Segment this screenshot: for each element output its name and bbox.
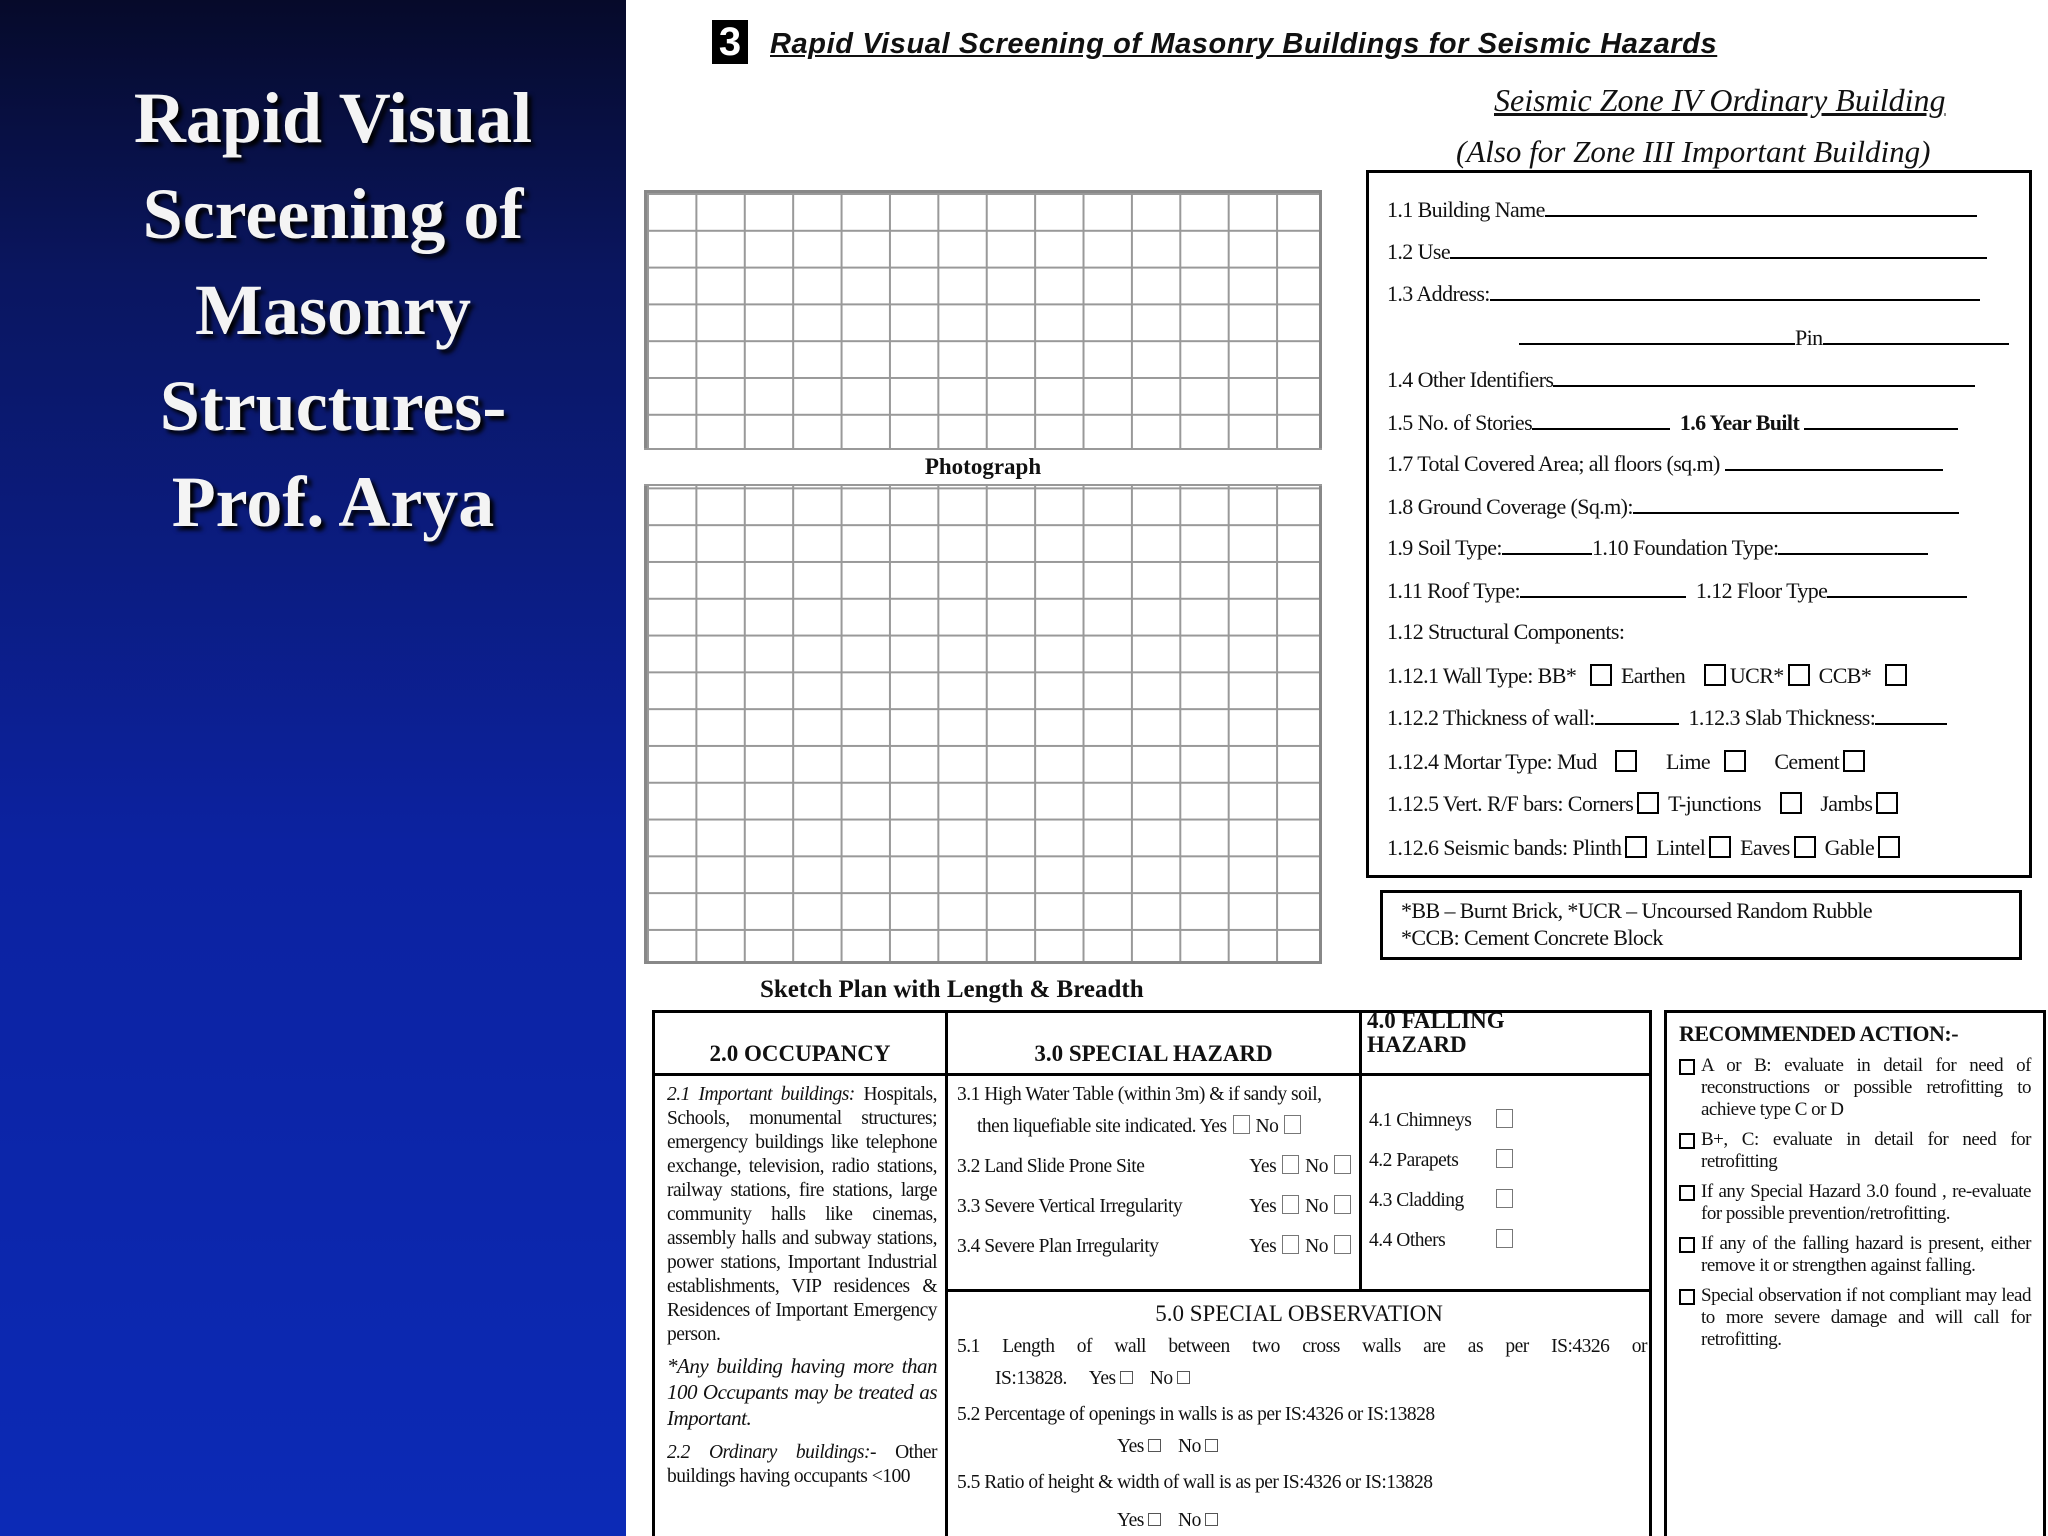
yes-checkbox[interactable] <box>1120 1371 1133 1384</box>
checkbox[interactable] <box>1679 1059 1695 1075</box>
seismic-zone-heading: Seismic Zone IV Ordinary Building <box>1494 82 1946 118</box>
yes-label: Yes <box>1088 1368 1116 1389</box>
header-divider <box>655 1073 1650 1076</box>
yes-label: Yes <box>1249 1196 1277 1217</box>
falling-item-text: 4.4 Others <box>1369 1230 1446 1251</box>
checkbox[interactable] <box>1637 792 1659 814</box>
checkbox[interactable] <box>1679 1133 1695 1149</box>
yes-label: Yes <box>1249 1236 1277 1257</box>
thickness-row[interactable] <box>1387 705 1947 731</box>
observation-text: IS:13828. <box>995 1368 1067 1389</box>
special-hazard-header: 3.0 SPECIAL HAZARD <box>1034 1041 1273 1066</box>
no-checkbox[interactable] <box>1205 1513 1218 1526</box>
field-label: Pin <box>1795 325 1823 350</box>
field-label: 1.12.6 Seismic bands: Plinth <box>1387 835 1622 860</box>
column-divider <box>945 1013 948 1536</box>
falling-item <box>1369 1229 1519 1253</box>
roof-floor-field[interactable] <box>1387 578 1967 604</box>
falling-hazard-list <box>1369 1109 1519 1253</box>
field-label: 1.5 No. of Stories <box>1387 410 1533 435</box>
important-title: 2.1 Important buildings: <box>667 1084 855 1105</box>
option-label: UCR* <box>1729 663 1784 688</box>
yes-checkbox[interactable] <box>1282 1155 1299 1174</box>
checkbox[interactable] <box>1496 1189 1513 1208</box>
screening-form <box>626 0 2048 1536</box>
no-label: No <box>1305 1156 1328 1177</box>
falling-item-text: 4.2 Parapets <box>1369 1150 1459 1171</box>
checkbox[interactable] <box>1625 836 1647 858</box>
no-label: No <box>1178 1510 1201 1531</box>
yes-label: Yes <box>1117 1510 1144 1531</box>
checkbox[interactable] <box>1709 836 1731 858</box>
recommended-text: A or B: evaluate in detail for need of reconstructions or possible retrofitting to achieve type C or D <box>1701 1055 2031 1120</box>
no-checkbox[interactable] <box>1334 1195 1351 1214</box>
no-checkbox[interactable] <box>1334 1155 1351 1174</box>
field-label: 1.8 Ground Coverage (Sq.m): <box>1387 494 1633 519</box>
falling-item <box>1369 1109 1519 1133</box>
field-label: 1.12.5 Vert. R/F bars: Corners <box>1387 791 1634 816</box>
zone-note: (Also for Zone III Important Building) <box>1456 134 1931 169</box>
hazard-item <box>957 1155 1357 1179</box>
yes-checkbox[interactable] <box>1233 1115 1250 1134</box>
use-field[interactable] <box>1387 239 1987 265</box>
hazard-item-text: 3.2 Land Slide Prone Site <box>957 1156 1145 1177</box>
soil-foundation-field[interactable] <box>1387 535 1928 561</box>
ordinary-buildings <box>667 1441 937 1489</box>
checkbox[interactable] <box>1679 1185 1695 1201</box>
field-label: 1.10 Foundation Type: <box>1591 535 1779 560</box>
no-label: No <box>1255 1116 1279 1137</box>
option-label: Lime <box>1665 749 1710 774</box>
option-label: Gable <box>1824 835 1875 860</box>
observation-item <box>957 1509 1647 1533</box>
observation-item <box>957 1367 1647 1391</box>
option-label: Eaves <box>1740 835 1790 860</box>
option-label: Lintel <box>1656 835 1706 860</box>
hazard-table <box>652 1010 1652 1536</box>
structural-components-label: 1.12 Structural Components: <box>1387 619 1625 644</box>
form-number-badge: 3 <box>712 20 748 64</box>
checkbox[interactable] <box>1590 664 1612 686</box>
observation-item: 5.1 Length of wall between two cross walls are as per IS:4326 or <box>957 1336 1647 1357</box>
important-buildings <box>667 1083 937 1347</box>
yes-checkbox[interactable] <box>1282 1235 1299 1254</box>
checkbox[interactable] <box>1496 1149 1513 1168</box>
yes-checkbox[interactable] <box>1148 1513 1161 1526</box>
checkbox[interactable] <box>1788 664 1810 686</box>
no-checkbox[interactable] <box>1334 1235 1351 1254</box>
yes-label: Yes <box>1199 1116 1227 1137</box>
recommended-item <box>1679 1233 2031 1277</box>
field-label: 1.12.4 Mortar Type: Mud <box>1387 749 1597 774</box>
photo-sketch-grid[interactable] <box>644 190 1322 964</box>
checkbox[interactable] <box>1496 1229 1513 1248</box>
slide-title-line: Screening of <box>142 174 524 254</box>
falling-hazard-header: 4.0 FALLING HAZARD <box>1367 1008 1505 1057</box>
recommended-item <box>1679 1055 2031 1121</box>
special-observation-list <box>957 1335 1647 1533</box>
sketch-plan-label: Sketch Plan with Length & Breadth <box>760 976 1144 1003</box>
option-label: Earthen <box>1620 663 1686 688</box>
ordinary-text: Other buildings having occupants <100 <box>667 1442 937 1487</box>
field-label: 1.2 Use <box>1387 239 1451 264</box>
pin-field[interactable] <box>1519 325 2009 351</box>
field-label: 1.11 Roof Type: <box>1387 578 1521 603</box>
form-title: Rapid Visual Screening of Masonry Buildings for Seismic Hazards <box>770 28 1718 60</box>
hazard-item <box>957 1195 1357 1219</box>
special-observation-header: 5.0 SPECIAL OBSERVATION <box>1155 1301 1443 1326</box>
wall-type-row <box>1387 663 1911 689</box>
occupancy-text <box>667 1083 937 1489</box>
field-label: 1.7 Total Covered Area; all floors (sq.m) <box>1387 451 1720 476</box>
seismic-bands-row <box>1387 835 1904 861</box>
option-label: T-junctions <box>1668 791 1761 816</box>
checkbox[interactable] <box>1780 792 1802 814</box>
mortar-type-row <box>1387 749 1869 775</box>
no-checkbox[interactable] <box>1177 1371 1190 1384</box>
occupants-note: *Any building having more than 100 Occupants may be treated as Important. <box>667 1354 937 1430</box>
field-label: 1.3 Address: <box>1387 281 1490 306</box>
field-label: 1.12.1 Wall Type: BB* <box>1387 663 1577 688</box>
address-field[interactable] <box>1387 281 1980 307</box>
checkbox[interactable] <box>1724 750 1746 772</box>
no-checkbox[interactable] <box>1284 1115 1301 1134</box>
slide-title-line: Rapid Visual <box>133 78 533 158</box>
recommended-text: Special observation if not compliant may lead to more severe damage and will call for retrofitting. <box>1701 1285 2031 1350</box>
yes-checkbox[interactable] <box>1148 1439 1161 1452</box>
field-label: 1.1 Building Name <box>1387 197 1545 222</box>
recommended-text: If any of the falling hazard is present, either remove it or strengthen against falling. <box>1701 1233 2031 1276</box>
recommended-text: B+, C: evaluate in detail for need for retrofitting <box>1701 1129 2031 1172</box>
observation-item: 5.5 Ratio of height & width of wall is as per IS:4326 or IS:13828 <box>957 1472 1433 1493</box>
recommended-action-header: RECOMMENDED ACTION:- <box>1679 1021 1959 1046</box>
ordinary-title: 2.2 Ordinary buildings:- <box>667 1442 876 1463</box>
field-label: 1.9 Soil Type: <box>1387 535 1502 560</box>
abbrev-line: *BB – Burnt Brick, *UCR – Uncoursed Random Rubble <box>1401 898 1873 923</box>
yes-checkbox[interactable] <box>1282 1195 1299 1214</box>
hazard-item-text: 3.3 Severe Vertical Irregularity <box>957 1196 1183 1217</box>
recommended-item <box>1679 1285 2031 1351</box>
field-label: 1.12.3 Slab Thickness: <box>1688 705 1876 730</box>
occupancy-header: 2.0 OCCUPANCY <box>709 1041 891 1066</box>
slide-title-line: Prof. Arya <box>171 462 495 542</box>
checkbox[interactable] <box>1878 836 1900 858</box>
falling-item <box>1369 1189 1519 1213</box>
hazard-item-text: 3.4 Severe Plan Irregularity <box>957 1236 1159 1257</box>
field-label: 1.12.2 Thickness of wall: <box>1387 705 1595 730</box>
checkbox[interactable] <box>1679 1237 1695 1253</box>
yes-label: Yes <box>1117 1436 1144 1457</box>
vert-rf-row <box>1387 791 1902 817</box>
covered-area-field[interactable] <box>1387 451 1943 477</box>
yes-label: Yes <box>1249 1156 1277 1177</box>
hazard-item <box>957 1235 1357 1259</box>
no-label: No <box>1178 1436 1201 1457</box>
hazard-item <box>957 1115 1357 1139</box>
special-hazard-list <box>957 1083 1357 1259</box>
checkbox[interactable] <box>1794 836 1816 858</box>
option-label: Cement <box>1774 749 1840 774</box>
checkbox[interactable] <box>1843 750 1865 772</box>
recommended-action-box <box>1664 1010 2046 1536</box>
option-label: Jambs <box>1820 791 1873 816</box>
falling-item-text: 4.3 Cladding <box>1369 1190 1464 1211</box>
slide-title-panel <box>0 0 626 1536</box>
other-identifiers-field[interactable] <box>1387 367 1975 393</box>
slide-title-line: Structures- <box>159 366 507 446</box>
checkbox[interactable] <box>1679 1289 1695 1305</box>
no-label: No <box>1149 1368 1173 1389</box>
slide-title-line: Masonry <box>195 270 471 350</box>
no-checkbox[interactable] <box>1205 1439 1218 1452</box>
important-text: Hospitals, Schools, monumental structures; emergency buildings like telephone exchange, television, radio stations, railway stations, fire stations, large community halls like cinemas, assembly halls and subway stations, power stations, Important Industrial establishments, VIP residences & Residences of Important Emergency person. <box>667 1084 938 1345</box>
option-label: CCB* <box>1818 663 1872 688</box>
slide-title <box>20 70 686 550</box>
no-label: No <box>1305 1236 1328 1257</box>
abbrev-line: *CCB: Cement Concrete Block <box>1401 925 1663 950</box>
building-info-box <box>1366 170 2032 878</box>
no-label: No <box>1305 1196 1328 1217</box>
section-divider <box>945 1289 1650 1292</box>
abbreviation-note <box>1380 890 2022 960</box>
hazard-item-text: then liquefiable site indicated. <box>977 1116 1196 1137</box>
checkbox[interactable] <box>1885 664 1907 686</box>
ground-coverage-field[interactable] <box>1387 494 1959 520</box>
checkbox[interactable] <box>1615 750 1637 772</box>
recommended-item <box>1679 1129 2031 1173</box>
building-name-field[interactable] <box>1387 197 1977 223</box>
photograph-label: Photograph <box>644 448 1322 486</box>
checkbox[interactable] <box>1496 1109 1513 1128</box>
observation-item: 5.2 Percentage of openings in walls is as per IS:4326 or IS:13828 <box>957 1404 1435 1425</box>
falling-item <box>1369 1149 1519 1173</box>
recommended-item <box>1679 1181 2031 1225</box>
column-divider <box>1359 1013 1362 1289</box>
stories-year-field[interactable] <box>1387 410 1958 436</box>
hazard-item: 3.1 High Water Table (within 3m) & if sandy soil, <box>957 1084 1322 1105</box>
observation-item <box>957 1435 1647 1459</box>
falling-item-text: 4.1 Chimneys <box>1369 1110 1472 1131</box>
field-label: 1.6 Year Built <box>1679 410 1800 435</box>
field-label: 1.12 Floor Type <box>1695 578 1828 603</box>
checkbox[interactable] <box>1876 792 1898 814</box>
checkbox[interactable] <box>1704 664 1726 686</box>
field-label: 1.4 Other Identifiers <box>1387 367 1554 392</box>
recommended-text: If any Special Hazard 3.0 found , re-evaluate for possible prevention/retrofitting. <box>1701 1181 2031 1224</box>
